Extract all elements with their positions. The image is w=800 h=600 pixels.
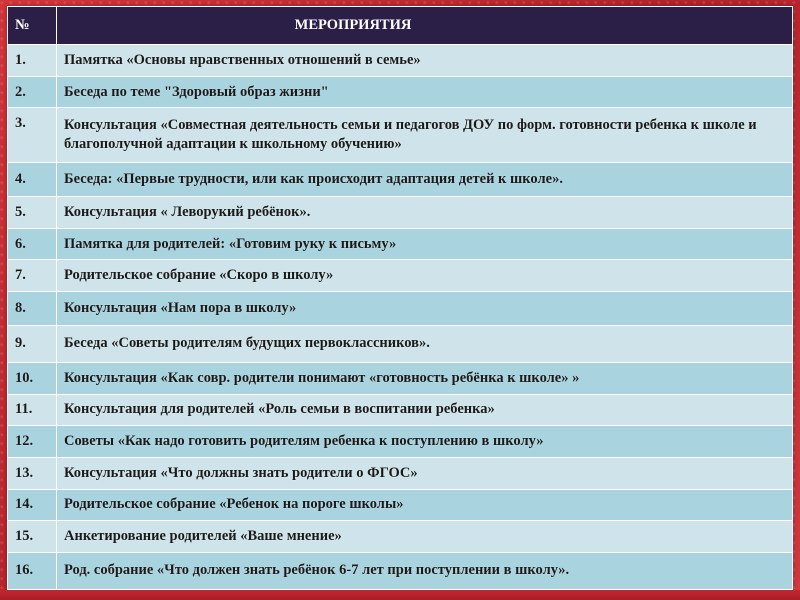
row-number: 15. xyxy=(8,521,57,553)
row-number: 8. xyxy=(8,292,57,326)
row-text: Памятка для родителей: «Готовим руку к письму» xyxy=(57,228,793,260)
row-text: Род. собрание «Что должен знать ребёнок 6-7 лет при поступлении в школу». xyxy=(57,552,793,589)
row-number: 10. xyxy=(8,362,57,394)
row-text: Советы «Как надо готовить родителям ребенка к поступлению в школу» xyxy=(57,426,793,458)
header-number: № xyxy=(8,7,57,45)
table-row xyxy=(8,521,793,553)
table-row xyxy=(8,426,793,458)
row-number: 11. xyxy=(8,394,57,426)
row-number: 13. xyxy=(8,457,57,489)
header-title: МЕРОПРИЯТИЯ xyxy=(57,7,793,45)
table-row xyxy=(8,108,793,163)
row-text: Консультация «Как совр. родители понимают «готовность ребёнка к школе» » xyxy=(57,362,793,394)
row-text: Консультация «Нам пора в школу» xyxy=(57,292,793,326)
table-header-row xyxy=(8,7,793,45)
row-text: Беседа «Советы родителям будущих первоклассников». xyxy=(57,325,793,362)
slide-footer-strip xyxy=(0,590,800,600)
row-text: Анкетирование родителей «Ваше мнение» xyxy=(57,521,793,553)
row-number: 6. xyxy=(8,228,57,260)
table-row xyxy=(8,552,793,589)
row-text: Родительское собрание «Ребенок на пороге школы» xyxy=(57,489,793,521)
row-text: Консультация «Совместная деятельность семьи и педагогов ДОУ по форм. готовности ребенка к школе и благополучной адаптации к школьному обучению» xyxy=(57,108,793,163)
events-table xyxy=(7,6,793,590)
row-text: Консультация для родителей «Роль семьи в воспитании ребенка» xyxy=(57,394,793,426)
row-text: Консультация « Леворукий ребёнок». xyxy=(57,197,793,229)
row-number: 16. xyxy=(8,552,57,589)
row-text: Беседа по теме "Здоровый образ жизни" xyxy=(57,76,793,108)
row-number: 1. xyxy=(8,45,57,77)
row-text: Консультация «Что должны знать родители о ФГОС» xyxy=(57,457,793,489)
row-text: Памятка «Основы нравственных отношений в семье» xyxy=(57,45,793,77)
row-text: Родительское собрание «Скоро в школу» xyxy=(57,260,793,292)
table-row xyxy=(8,292,793,326)
table-row xyxy=(8,260,793,292)
table-row xyxy=(8,76,793,108)
table-row xyxy=(8,394,793,426)
row-number: 4. xyxy=(8,163,57,197)
table-row xyxy=(8,197,793,229)
row-number: 14. xyxy=(8,489,57,521)
table-row xyxy=(8,45,793,77)
row-number: 9. xyxy=(8,325,57,362)
row-number: 12. xyxy=(8,426,57,458)
row-text: Беседа: «Первые трудности, или как происходит адаптация детей к школе». xyxy=(57,163,793,197)
row-number: 7. xyxy=(8,260,57,292)
table-row xyxy=(8,325,793,362)
table-row xyxy=(8,457,793,489)
table-row xyxy=(8,489,793,521)
row-number: 2. xyxy=(8,76,57,108)
table-row xyxy=(8,228,793,260)
row-number: 3. xyxy=(8,108,57,163)
row-number: 5. xyxy=(8,197,57,229)
table-row xyxy=(8,362,793,394)
table-row xyxy=(8,163,793,197)
